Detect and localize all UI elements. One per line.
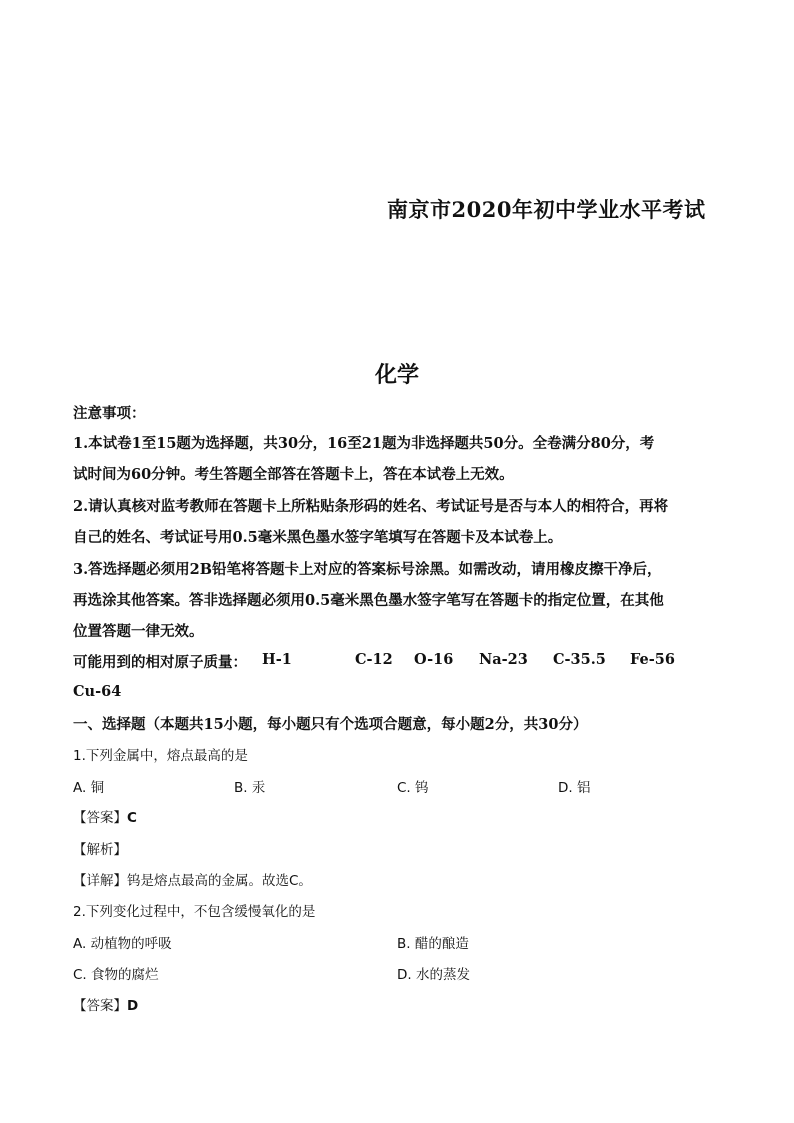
q1-answer-row [73,806,137,826]
q2-answer-row [73,994,138,1014]
atomic-mass-c: C-12 [355,651,393,668]
q1-stem: 1.下列金属中，熔点最高的是 [73,748,248,764]
q1-option-a: A. 铜 [73,780,105,796]
q1-answer-tag: 【答案】 [73,810,127,826]
q2-option-d: D. 水的蒸发 [397,967,470,983]
atomic-mass-cu: Cu-64 [73,683,122,700]
atomic-mass-o: O-16 [414,651,454,668]
q1-detail-tag: 【详解】 [73,873,127,889]
q2-option-a: A. 动植物的呼吸 [73,936,172,952]
atomic-mass-label: 可能用到的相对原子质量： [73,654,247,671]
q1-option-b: B. 汞 [234,780,266,796]
notice-item-3-line-1: 3.答选择题必须用2B铅笔将答题卡上对应的答案标号涂黑。如需改动，请用橡皮擦干净后， [73,561,662,578]
exam-title: 南京市2020年初中学业水平考试 [387,197,706,222]
atomic-mass-na: Na-23 [479,651,528,668]
notice-item-2-line-2: 自己的姓名、考试证号用0.5毫米黑色墨水签字笔填写在答题卡及本试卷上。 [73,529,563,546]
q2-option-c: C. 食物的腐烂 [73,967,159,983]
q2-option-b: B. 醋的酿造 [397,936,469,952]
q1-option-d: D. 铝 [558,780,591,796]
atomic-mass-fe: Fe-56 [630,651,675,668]
subject-title: 化学 [375,362,420,388]
atomic-mass-h: H-1 [262,651,292,668]
q1-answer: C [127,810,137,826]
notice-item-2-line-1: 2.请认真核对监考教师在答题卡上所粘贴条形码的姓名、考试证号是否与本人的相符合，再将 [73,498,669,515]
atomic-mass-cl: C-35.5 [553,651,606,668]
q2-answer-tag: 【答案】 [73,998,127,1014]
notice-item-3-line-3: 位置答题一律无效。 [73,623,204,640]
q1-analysis-tag: 【解析】 [73,842,127,858]
section-1-heading: 一、选择题（本题共15小题，每小题只有个选项合题意，每小题2分，共30分） [73,716,588,733]
notice-item-1-line-2: 试时间为60分钟。考生答题全部答在答题卡上，答在本试卷上无效。 [73,466,514,483]
notice-heading: 注意事项： [73,405,146,422]
q1-option-c: C. 钨 [397,780,429,796]
notice-item-3-line-2: 再选涂其他答案。答非选择题必须用0.5毫米黑色墨水签字笔写在答题卡的指定位置，在其他 [73,592,664,609]
q1-detail: 钨是熔点最高的金属。故选C。 [127,873,312,889]
q2-answer: D [127,998,139,1014]
q1-detail-row [73,869,312,889]
q2-stem: 2.下列变化过程中，不包含缓慢氧化的是 [73,904,316,920]
notice-item-1-line-1: 1.本试卷1至15题为选择题，共30分，16至21题为非选择题共50分。全卷满分80分，考 [73,435,655,452]
